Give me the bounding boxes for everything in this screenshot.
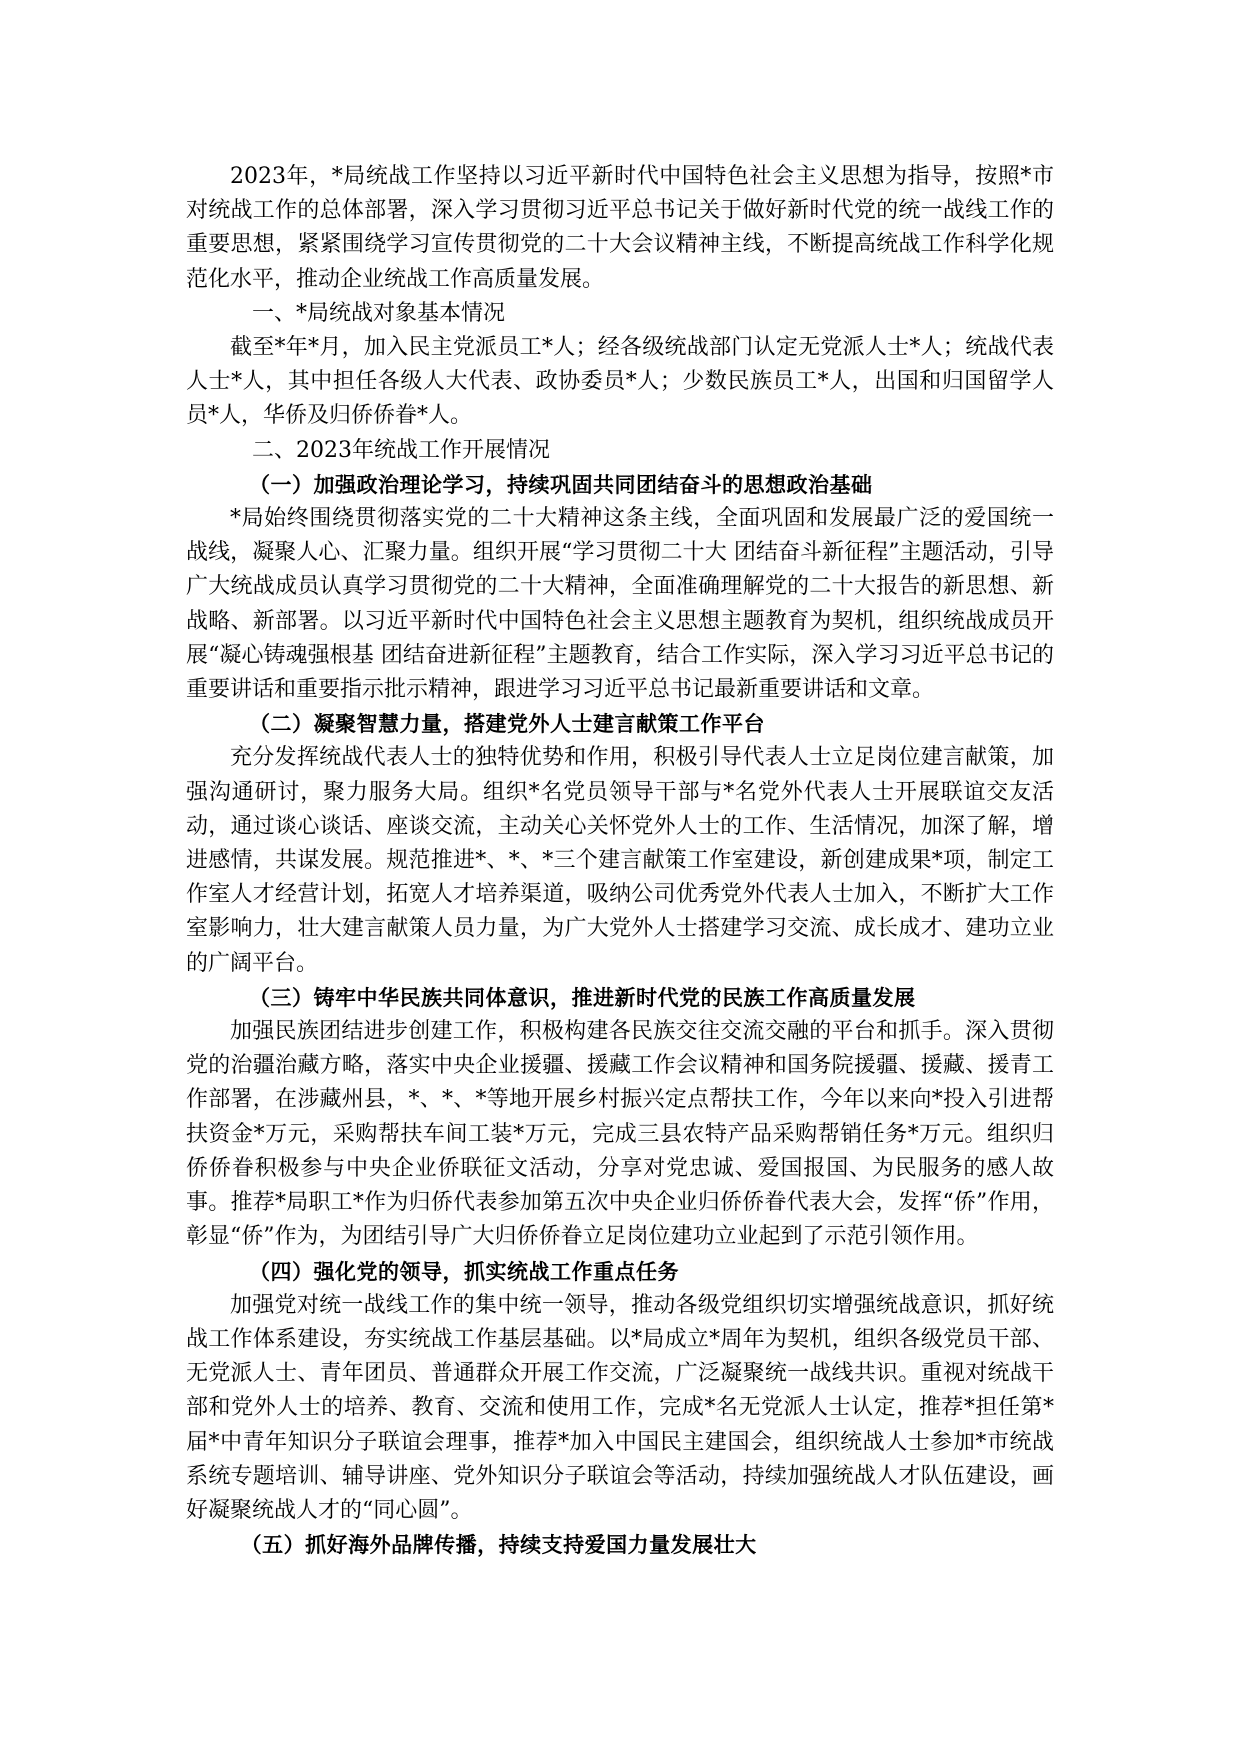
subsection-2-heading: （二）凝聚智慧力量，搭建党外人士建言献策工作平台 (249, 712, 765, 737)
subsection-5-heading: （五）抓好海外品牌传播，持续支持爱国力量发展壮大 (240, 1533, 757, 1558)
section-1-heading: 一、*局统战对象基本情况 (252, 300, 506, 326)
subsection-1-paragraph: *局始终围绕贯彻落实党的二十大精神这条主线，全面巩固和发展最广泛的爱国统一战线，凝聚人心、汇聚力量。组织开展“学习贯彻二十大 团结奋斗新征程”主题活动，引导广大统战成员认真学习贯彻党的二十大精神，全面准确理解党的二十大报告的新思想、新战略、新部署。以习近平新时代中国特色社会主义思想主题教育为契机，组织统战成员开展“凝心铸魂强根基 团结奋进新征程”主题教育，结合工作实际，深入学习习近平总书记的重要讲话和重要指示批示精神，跟进学习习近平总书记最新重要讲话和文章。 (186, 506, 1054, 703)
subsection-3-paragraph: 加强民族团结进步创建工作，积极构建各民族交往交流交融的平台和抓手。深入贯彻党的治疆治藏方略，落实中央企业援疆、援藏工作会议精神和国务院援疆、援藏、援青工作部署，在涉藏州县，*、*、*等地开展乡村振兴定点帮扶工作，今年以来向*投入引进帮扶资金*万元，采购帮扶车间工装*万元，完成三县农特产品采购帮销任务*万元。组织归侨侨眷积极参与中央企业侨联征文活动，分享对党忠诚、爱国报国、为民服务的感人故事。推荐*局职工*作为归侨代表参加第五次中央企业归侨侨眷代表大会，发挥“侨”作用，彰显“侨”作为，为团结引导广大归侨侨眷立足岗位建功立业起到了示范引领作用。 (186, 1019, 1054, 1250)
subsection-3-heading: （三）铸牢中华民族共同体意识，推进新时代党的民族工作高质量发展 (249, 985, 916, 1010)
section-1-paragraph: 截至*年*月，加入民主党派员工*人；经各级统战部门认定无党派人士*人；统战代表人士*人，其中担任各级人大代表、政协委员*人；少数民族员工*人，出国和归国留学人员*人，华侨及归侨侨眷*人。 (186, 335, 1054, 429)
subsection-2-paragraph: 充分发挥统战代表人士的独特优势和作用，积极引导代表人士立足岗位建言献策，加强沟通研讨，聚力服务大局。组织*名党员领导干部与*名党外代表人士开展联谊交友活动，通过谈心谈话、座谈交流，主动关心关怀党外人士的工作、生活情况，加深了解，增进感情，共谋发展。规范推进*、*、*三个建言献策工作室建设，新创建成果*项，制定工作室人才经营计划，拓宽人才培养渠道，吸纳公司优秀党外代表人士加入，不断扩大工作室影响力，壮大建言献策人员力量，为广大党外人士搭建学习交流、成长成才、建功立业的广阔平台。 (186, 745, 1054, 976)
intro-paragraph: 2023年，*局统战工作坚持以习近平新时代中国特色社会主义思想为指导，按照*市对统战工作的总体部署，深入学习贯彻习近平总书记关于做好新时代党的统一战线工作的重要思想，紧紧围绕学习宣传贯彻党的二十大会议精神主线，不断提高统战工作科学化规范化水平，推动企业统战工作高质量发展。 (186, 164, 1054, 292)
subsection-1-heading: （一）加强政治理论学习，持续巩固共同团结奋斗的思想政治基础 (249, 472, 873, 497)
section-2-heading: 二、2023年统战工作开展情况 (252, 437, 550, 463)
document-page (186, 160, 1054, 1562)
subsection-4-heading: （四）强化党的领导，抓实统战工作重点任务 (249, 1259, 679, 1284)
subsection-4-paragraph: 加强党对统一战线工作的集中统一领导，推动各级党组织切实增强统战意识，抓好统战工作体系建设，夯实统战工作基层基础。以*局成立*周年为契机，组织各级党员干部、无党派人士、青年团员、普通群众开展工作交流，广泛凝聚统一战线共识。重视对统战干部和党外人士的培养、教育、交流和使用工作，完成*名无党派人士认定，推荐*担任第*届*中青年知识分子联谊会理事，推荐*加入中国民主建国会，组织统战人士参加*市统战系统专题培训、辅导讲座、党外知识分子联谊会等活动，持续加强统战人才队伍建设，画好凝聚统战人才的“同心圆”。 (186, 1292, 1054, 1523)
